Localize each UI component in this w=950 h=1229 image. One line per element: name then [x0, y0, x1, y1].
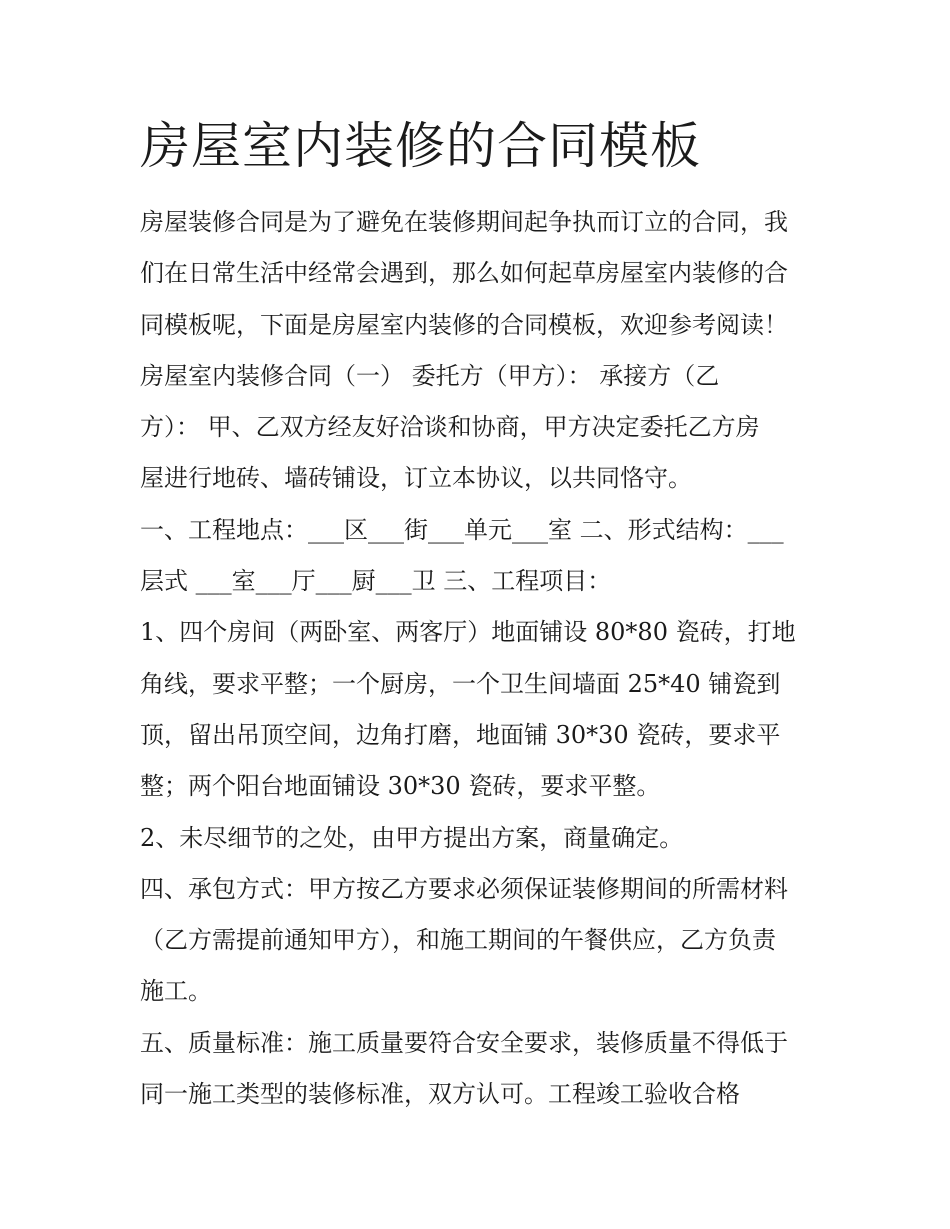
body-line: 整；两个阳台地面铺设 30*30 瓷砖，要求平整。: [140, 772, 661, 801]
body-line: 层式 ___室___厅___厨___卫 三、工程项目：: [140, 567, 612, 596]
document-title: 房屋室内装修的合同模板: [140, 117, 701, 175]
body-line: 同模板呢，下面是房屋室内装修的合同模板，欢迎参考阅读！: [140, 310, 788, 339]
body-line: 角线，要求平整；一个厨房，一个卫生间墙面 25*40 铺瓷到: [140, 669, 781, 698]
document-body: [140, 197, 820, 1120]
body-line: 房屋室内装修合同（一） 委托方（甲方）： 承接方（乙: [140, 361, 720, 390]
body-line: 四、承包方式：甲方按乙方要求必须保证装修期间的所需材料: [140, 874, 788, 903]
body-line: 顶，留出吊顶空间，边角打磨，地面铺 30*30 瓷砖，要求平: [140, 720, 781, 749]
body-line: 们在日常生活中经常会遇到，那么如何起草房屋室内装修的合: [140, 259, 788, 288]
body-line: 一、工程地点：___区___街___单元___室 二、形式结构：___: [140, 515, 784, 544]
body-line: 施工。: [140, 977, 212, 1006]
body-line: 2、未尽细节的之处，由甲方提出方案，商量确定。: [140, 823, 684, 852]
body-line: （乙方需提前通知甲方），和施工期间的午餐供应，乙方负责: [140, 926, 776, 955]
body-line: 五、质量标准：施工质量要符合安全要求，装修质量不得低于: [140, 1028, 788, 1057]
body-line: 房屋装修合同是为了避免在装修期间起争执而订立的合同，我: [140, 208, 788, 236]
body-line: 屋进行地砖、墙砖铺设，订立本协议，以共同恪守。: [140, 464, 692, 493]
body-line: 同一施工类型的装修标准，双方认可。工程竣工验收合格: [140, 1080, 740, 1109]
body-line: 方）： 甲、乙双方经友好洽谈和协商，甲方决定委托乙方房: [140, 413, 760, 442]
body-line: 1、四个房间（两卧室、两客厅）地面铺设 80*80 瓷砖，打地: [140, 618, 796, 647]
